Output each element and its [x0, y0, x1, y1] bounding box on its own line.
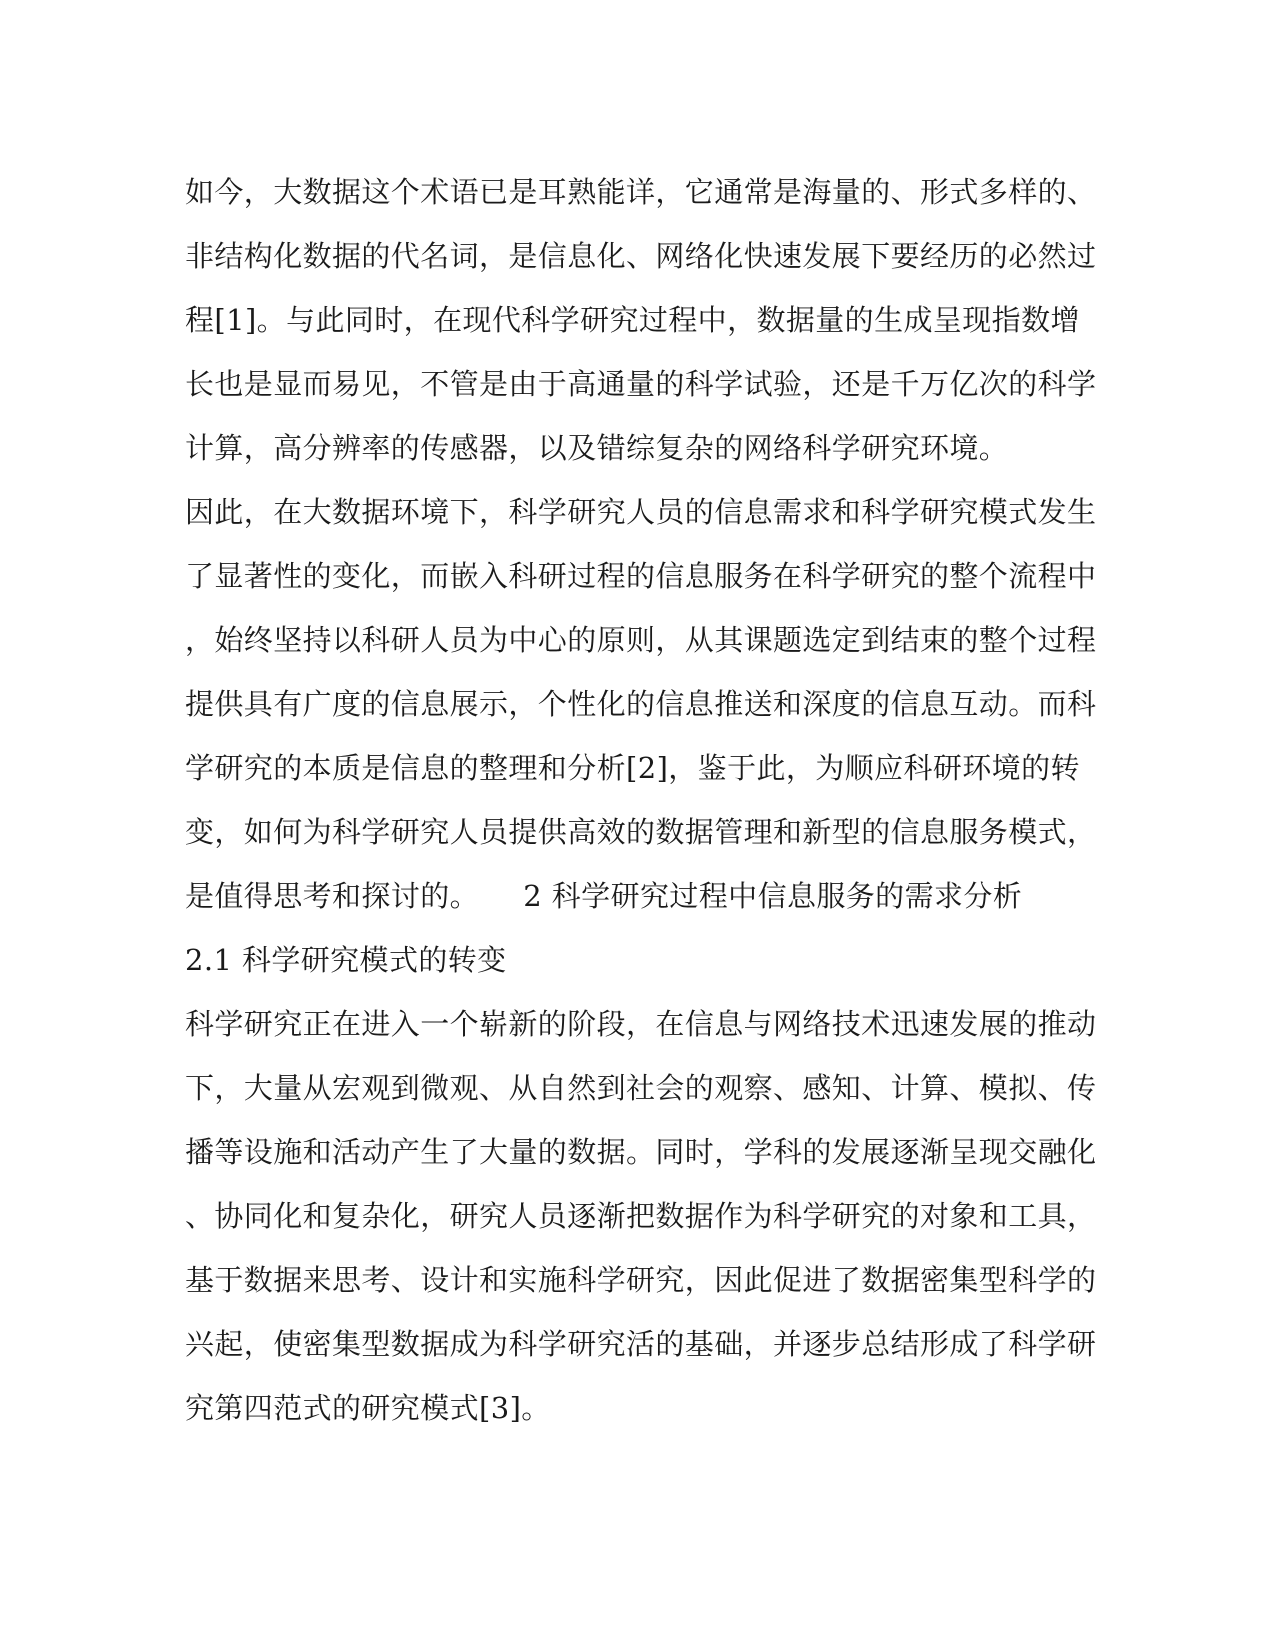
text-line-18: 基于数据来思考、设计和实施科学研究，因此促进了数据密集型科学的 [185, 1263, 1097, 1297]
text-line-3: 程[1]。与此同时，在现代科学研究过程中，数据量的生成呈现指数增 [185, 303, 1080, 337]
text-line-11: 变，如何为科学研究人员提供高效的数据管理和新型的信息服务模式， [185, 815, 1097, 849]
text-line-17: 、协同化和复杂化，研究人员逐渐把数据作为科学研究的对象和工具， [185, 1199, 1097, 1233]
text-line-20: 究第四范式的研究模式[3]。 [185, 1391, 551, 1425]
text-line-9: 提供具有广度的信息展示，个性化的信息推送和深度的信息互动。而科 [185, 687, 1097, 721]
text-line-14: 科学研究正在进入一个崭新的阶段，在信息与网络技术迅速发展的推动 [185, 1007, 1097, 1041]
text-line-1: 如今，大数据这个术语已是耳熟能详，它通常是海量的、形式多样的、 [185, 175, 1097, 209]
text-line-19: 兴起，使密集型数据成为科学研究活的基础，并逐步总结形成了科学研 [185, 1327, 1097, 1361]
text-line-2: 非结构化数据的代名词，是信息化、网络化快速发展下要经历的必然过 [185, 239, 1097, 273]
section-heading-2-1: 2.1 科学研究模式的转变 [185, 943, 507, 977]
text-line-12: 是值得思考和探讨的。 2 科学研究过程中信息服务的需求分析 [185, 879, 1023, 913]
text-line-10: 学研究的本质是信息的整理和分析[2]，鉴于此，为顺应科研环境的转 [185, 751, 1080, 785]
text-line-16: 播等设施和活动产生了大量的数据。同时，学科的发展逐渐呈现交融化 [185, 1135, 1097, 1169]
text-line-4: 长也是显而易见，不管是由于高通量的科学试验，还是千万亿次的科学 [185, 367, 1097, 401]
text-line-8: ，始终坚持以科研人员为中心的原则，从其课题选定到结束的整个过程 [185, 623, 1097, 657]
text-line-7: 了显著性的变化，而嵌入科研过程的信息服务在科学研究的整个流程中 [185, 559, 1097, 593]
text-line-6: 因此，在大数据环境下，科学研究人员的信息需求和科学研究模式发生 [185, 495, 1097, 529]
text-line-15: 下，大量从宏观到微观、从自然到社会的观察、感知、计算、模拟、传 [185, 1071, 1097, 1105]
text-line-5: 计算，高分辨率的传感器，以及错综复杂的网络科学研究环境。 [185, 431, 1009, 465]
